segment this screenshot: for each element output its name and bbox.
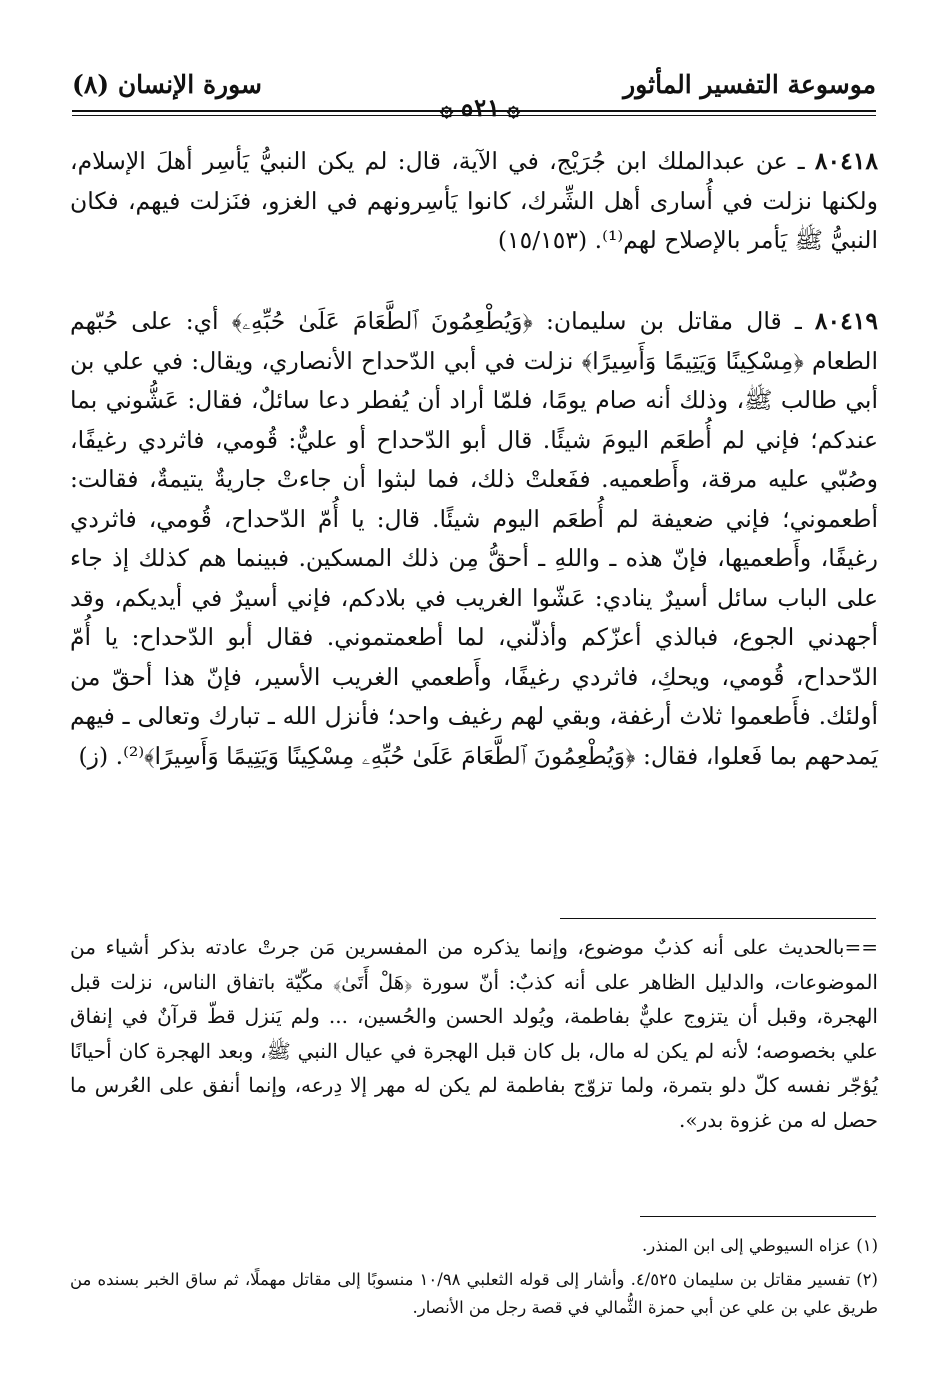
footnote-text: (١) عزاه السيوطي إلى ابن المنذر.	[642, 1236, 878, 1255]
footnote-separator-short	[640, 1216, 876, 1217]
running-head-surah: سورة الإنسان (٨)	[72, 70, 262, 99]
entry-number: ٨٠٤١٨	[814, 147, 878, 175]
header-rule-thin	[72, 115, 876, 116]
footnote-2	[70, 1266, 878, 1322]
footnote-separator	[560, 918, 876, 919]
entry-number: ٨٠٤١٩	[814, 307, 878, 335]
footnote-1	[70, 1232, 878, 1260]
footnote-text: (٢) تفسير مقاتل بن سليمان ٤/٥٢٥. وأشار إلى قوله الثعلبي ١٠/٩٨ منسوبًا إلى مقاتل مهملًا، ثم ساق الخبر بسنده من طريق علي بن علي عن أبي حمزة الثُّمالي في قصة رجل من الأنصار.	[70, 1270, 878, 1317]
header-rule	[72, 110, 876, 112]
entry-text: ـ عن عبدالملك ابن جُرَيْج، في الآية، قال: لم يكن النبيُّ يَأسِر أهلَ الإسلام، ولكنها نزلت في أُسارى أهل الشِّرك، كانوا يَأسِرونهم في الغزو، فنَزلت فيهم، فكان النبيُّ ﷺ يَأمر بالإصلاح لهم⁽¹⁾. (١٥/١٥٣)	[70, 147, 878, 254]
entry-80419	[70, 302, 878, 776]
carried-over-note	[70, 930, 878, 1137]
entry-text: ـ قال مقاتل بن سليمان: ﴿وَيُطْعِمُونَ ٱلطَّعَامَ عَلَىٰ حُبِّهِۦ﴾ أي: على حُبّهم الطعام ﴿مِسْكِينًا وَيَتِيمًا وَأَسِيرًا﴾ نزلت في أبي الدّحداح الأنصاري، ويقال: في علي بن أبي طالب ﷺ، وذلك أنه صام يومًا، فلمّا أراد أن يُفطر دعا سائلٌ، فقال: عَشُّوني بما عندكم؛ فإني لم أُطعَم اليومَ شيئًا. قال أبو الدّحداح أو عليٌّ: قُومي، فاثردي رغيفًا، وصُبّي عليه مرقة، وأَطعميه. ففَعلتْ ذلك، فما لبثوا أن جاءتْ جاريةٌ يتيمةٌ، فقالت: أطعموني؛ فإني ضعيفة لم أُطعَم اليوم شيئًا. قال: يا أُمّ الدّحداح، قُومي، فاثردي رغيفًا، وأَطعميها، فإنّ هذه ـ واللهِ ـ أحقُّ مِن ذلك المسكين. فبينما هم كذلك إذ جاء على الباب سائل أسيرٌ ينادي: عَشّوا الغريب في بلادكم، فإني أسيرٌ في أيديكم، وقد أجهدني الجوع، فبالذي أعزّكم وأذلّني، لما أطعمتموني. فقال أبو الدّحداح: يا أُمّ الدّحداح، قُومي، ويحكِ، فاثردي رغيفًا، وأَطعمي الغريب الأسير، فإنّ هذا أحقّ من أولئك. فأَطعموا ثلاث أرغفة، وبقي لهم رغيف واحد؛ فأنزل الله ـ تبارك وتعالى ـ فيهم يَمدحهم بما فَعلوا، فقال: ﴿وَيُطْعِمُونَ ٱلطَّعَامَ عَلَىٰ حُبِّهِۦ مِسْكِينًا وَيَتِيمًا وَأَسِيرًا﴾⁽²⁾. (ز)	[70, 307, 878, 770]
running-head-book-title: موسوعة التفسير المأثور	[623, 70, 876, 99]
page-number: ۞ ٥٢١ ۞	[440, 96, 520, 122]
entry-80418	[70, 142, 878, 261]
carried-over-note-text: ==بالحديث على أنه كذبٌ موضوع، وإنما يذكره من المفسرين مَن جرتْ عادته بذكر أشياء من الموضوعات، والدليل الظاهر على أنه كذبٌ: أنّ سورة ﴿هَلْ أَتَىٰ﴾ مكّيّة باتفاق الناس، نزلت قبل الهجرة، وقبل أن يتزوج عليٌّ بفاطمة، ويُولد الحسن والحُسين، ... ولم يَنزل قطّ قرآنٌ في إنفاق علي بخصوصه؛ لأنه لم يكن له مال، بل كان قبل الهجرة في عيال النبي ﷺ، وبعد الهجرة كان أحيانًا يُؤجّر نفسه كلّ دلو بتمرة، ولما تزوّج بفاطمة لم يكن له مهر إلا دِرعه، وإنما أنفق على العُرس ما حصل له من غزوة بدر».	[70, 935, 879, 1132]
